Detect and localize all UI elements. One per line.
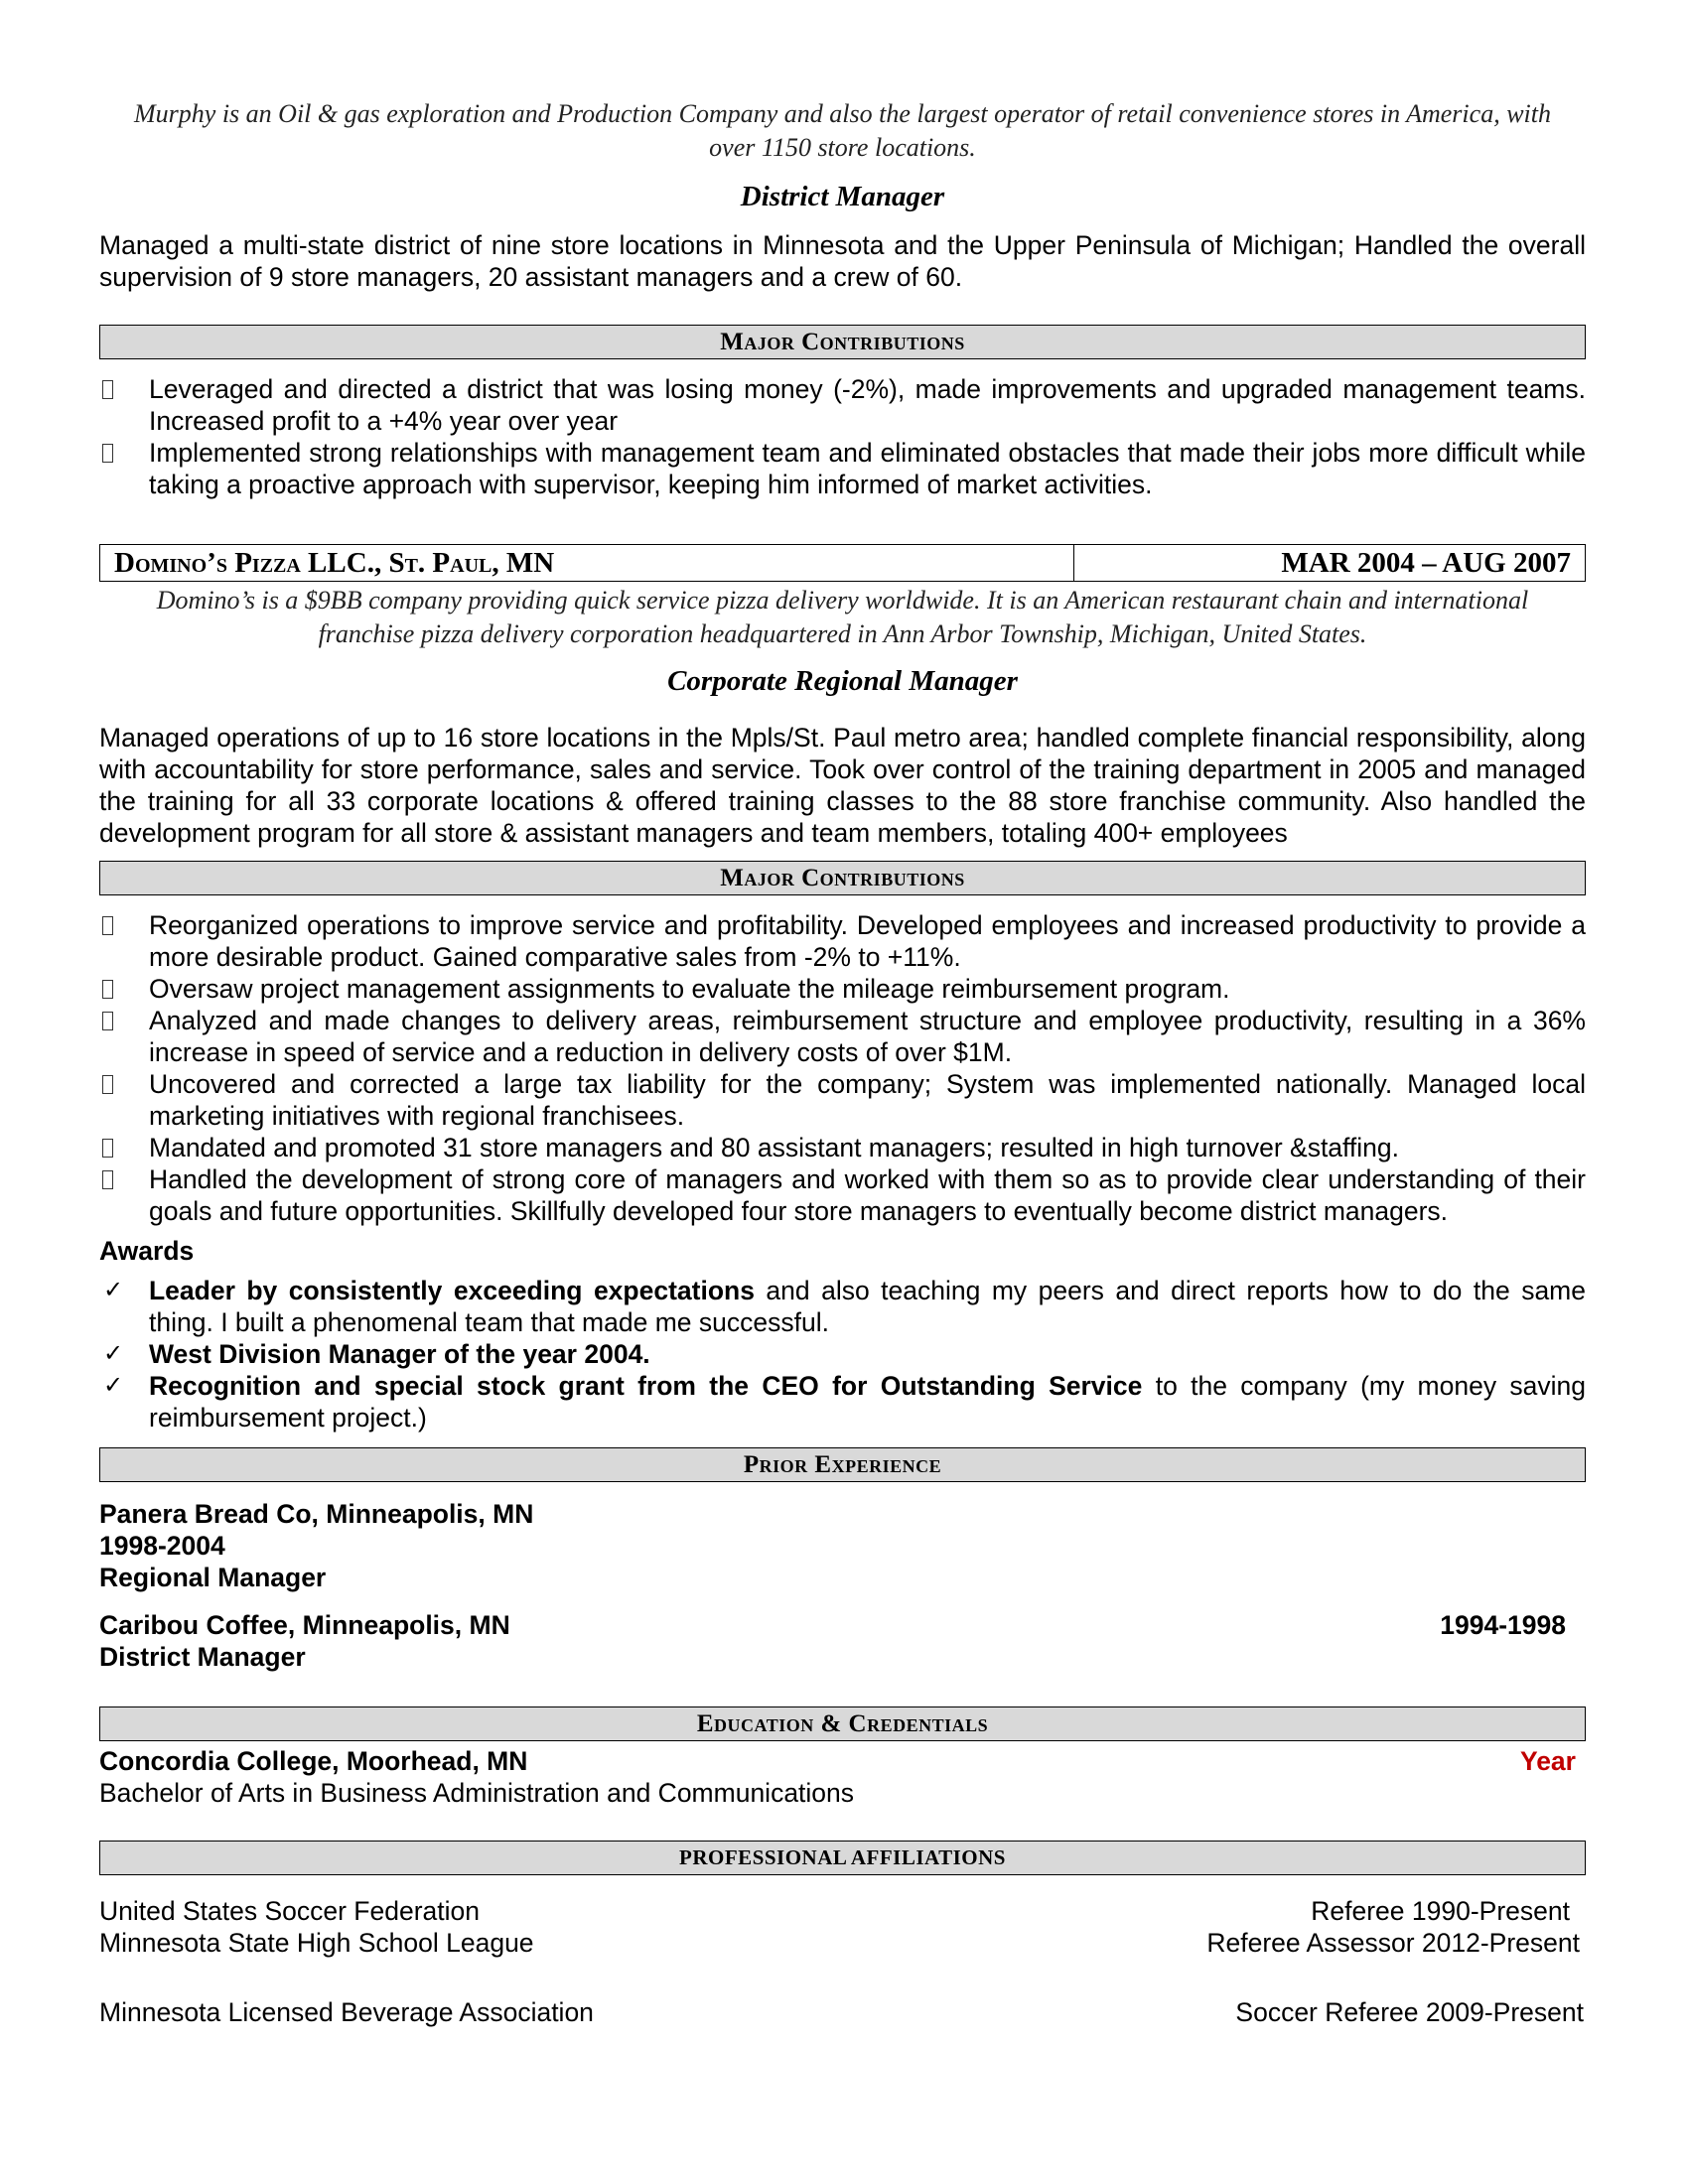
list-item: Leveraged and directed a district that was losing money (-2%), made improvements and upgraded management teams. Increased profit to a +4% year over year: [99, 373, 1586, 437]
education-entry: [99, 1745, 1586, 1809]
checkmark-icon: ✓: [103, 1277, 124, 1303]
dominos-employer-name: Domino’s Pizza LLC., St. Paul, MN: [100, 545, 1074, 581]
affiliation-org: Minnesota State High School League: [99, 1928, 534, 1958]
affiliation-role: Referee Assessor 2012-Present: [1206, 1928, 1580, 1958]
dominos-employer-header: [99, 544, 1586, 582]
list-item: Reorganized operations to improve service and profitability. Developed employees and increased productivity to provide a more desirable product. Gained comparative sales from -2% to +11%.: [99, 909, 1586, 973]
list-item: ✓ West Division Manager of the year 2004.: [103, 1339, 650, 1369]
dominos-company-description: Domino’s is a $9BB company providing quick service pizza delivery worldwide. It is an American restaurant chain and international franchise pizza delivery corporation headquartered in Ann Arbor Township, Michigan, United States.: [156, 586, 1529, 648]
education-degree: Bachelor of Arts in Business Administration and Communications: [99, 1778, 855, 1808]
list-item: [99, 1895, 1586, 1927]
caribou-entry: [99, 1609, 1586, 1673]
affiliations-heading: PROFESSIONAL AFFILIATIONS: [99, 1841, 1586, 1875]
dominos-contributions-heading: Major Contributions: [99, 861, 1586, 895]
dominos-job-title: Corporate Regional Manager: [667, 665, 1018, 697]
affiliation-role: Referee 1990-Present: [1311, 1896, 1570, 1926]
awards-heading: Awards: [99, 1236, 195, 1266]
awards-list: [99, 1275, 1586, 1433]
list-item: Implemented strong relationships with management team and eliminated obstacles that made their jobs more difficult while taking a proactive approach with supervisor, keeping him informed of market activities.: [99, 437, 1586, 500]
list-item: Mandated and promoted 31 store managers and 80 assistant managers; resulted in high turnover &staffing.: [99, 1132, 1586, 1163]
bullet-icon: [99, 1068, 129, 1104]
education-year: Year: [1519, 1746, 1576, 1776]
affiliation-org: Minnesota Licensed Beverage Association: [99, 1997, 594, 2027]
dominos-summary: Managed operations of up to 16 store locations in the Mpls/St. Paul metro area; handled complete financial responsibility, along with accountability for store performance, sales and service. Took over control of the training department in 2005 and managed the training for all 33 corporate locations & offered training classes to the 88 store franchise community. Also handled the development program for all store & assistant managers and team members, totaling 400+ employees: [99, 723, 1586, 848]
murphy-company-description: Murphy is an Oil & gas exploration and Production Company and also the largest operator of retail convenience stores in America, with over 1150 store locations.: [134, 99, 1551, 162]
list-item: ✓ Recognition and special stock grant from the CEO for Outstanding Service to the company (my money saving reimbursement project.): [103, 1371, 1587, 1433]
checkmark-icon: ✓: [103, 1372, 124, 1399]
panera-title: Regional Manager: [99, 1563, 327, 1592]
list-item: ✓ Leader by consistently exceeding expectations and also teaching my peers and direct reports how to do the same thing. I built a phenomenal team that made me successful.: [103, 1276, 1586, 1337]
resume-content: [99, 97, 1586, 2028]
bullet-icon: [99, 909, 129, 945]
list-item: Uncovered and corrected a large tax liability for the company; System was implemented nationally. Managed local marketing initiatives with regional franchisees.: [99, 1068, 1586, 1132]
murphy-contributions-heading: Major Contributions: [99, 325, 1586, 359]
list-item: [99, 1996, 1586, 2028]
panera-entry: [99, 1498, 1586, 1593]
bullet-icon: [99, 1163, 129, 1199]
bullet-icon: [99, 373, 129, 409]
murphy-contributions-list: [99, 373, 1586, 500]
list-item: Oversaw project management assignments to evaluate the mileage reimbursement program.: [99, 973, 1586, 1005]
bullet-icon: [99, 1132, 129, 1167]
dominos-contributions-list: [99, 909, 1586, 1227]
murphy-summary: Managed a multi-state district of nine store locations in Minnesota and the Upper Peninsula of Michigan; Handled the overall supervision of 9 store managers, 20 assistant managers and a crew of 60.: [99, 230, 1586, 292]
education-heading: Education & Credentials: [99, 1706, 1586, 1741]
list-item: [99, 1927, 1586, 1959]
caribou-title: District Manager: [99, 1642, 306, 1672]
list-item: Analyzed and made changes to delivery areas, reimbursement structure and employee productivity, resulting in a 36% increase in speed of service and a reduction in delivery costs of over $1M.: [99, 1005, 1586, 1068]
dominos-dates: MAR 2004 – AUG 2007: [1281, 547, 1571, 579]
prior-experience-heading: Prior Experience: [99, 1447, 1586, 1482]
bullet-icon: [99, 437, 129, 473]
affiliations-list: [99, 1895, 1586, 2028]
caribou-years: 1994-1998: [1440, 1610, 1566, 1640]
education-school: Concordia College, Moorhead, MN: [99, 1746, 528, 1776]
bullet-icon: [99, 973, 129, 1009]
murphy-job-title: District Manager: [740, 181, 945, 212]
affiliation-role: Soccer Referee 2009-Present: [1235, 1997, 1584, 2027]
caribou-company: Caribou Coffee, Minneapolis, MN: [99, 1610, 510, 1640]
list-item: Handled the development of strong core of managers and worked with them so as to provide clear understanding of their goals and future opportunities. Skillfully developed four store managers to eventually become district managers.: [99, 1163, 1586, 1227]
panera-years: 1998-2004: [99, 1531, 225, 1561]
bullet-icon: [99, 1005, 129, 1040]
checkmark-icon: ✓: [103, 1340, 124, 1367]
panera-company: Panera Bread Co, Minneapolis, MN: [99, 1499, 534, 1529]
affiliation-org: United States Soccer Federation: [99, 1896, 480, 1926]
